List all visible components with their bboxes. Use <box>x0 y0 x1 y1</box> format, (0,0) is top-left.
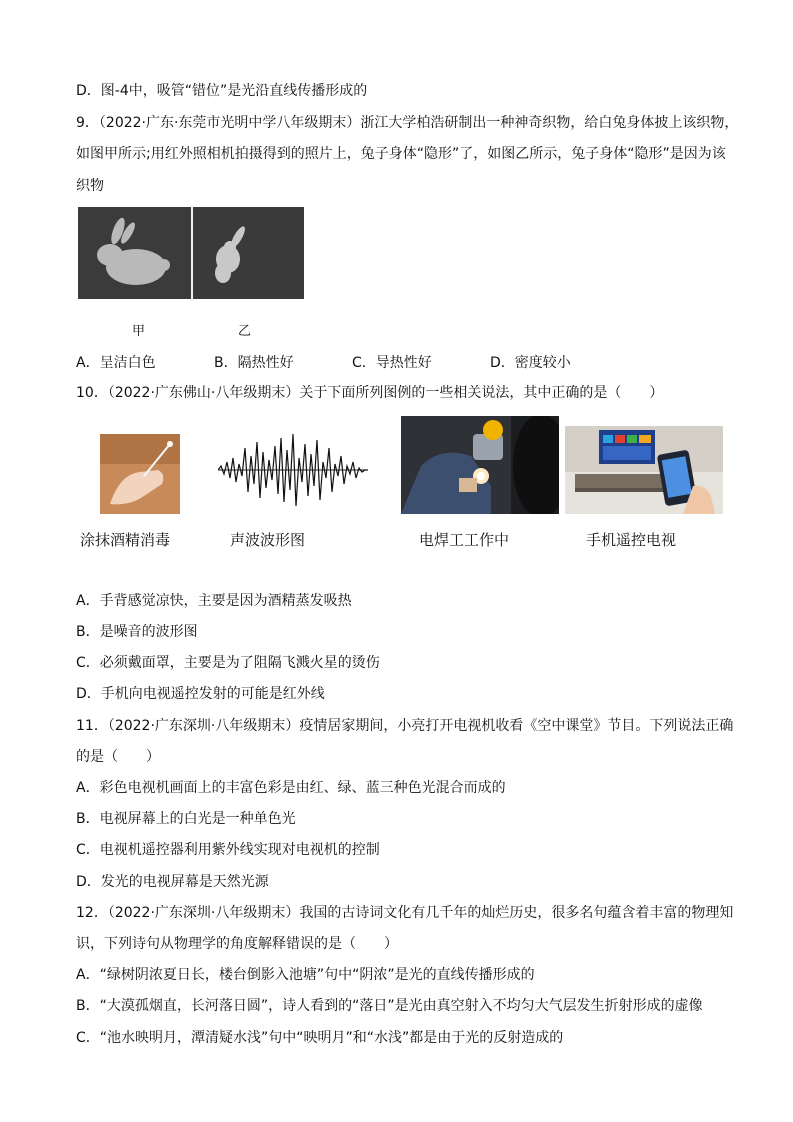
q9-stem-line2: 如图甲所示;用红外照相机拍摄得到的照片上，兔子身体“隐形”了，如图乙所示，兔子身体“隐形”是因为该 <box>76 146 726 162</box>
hand-swab-image <box>100 434 180 514</box>
q9-stem-line3: 织物 <box>76 178 104 194</box>
caption-yi: 乙 <box>238 324 252 339</box>
phone-remote-tv-image <box>565 426 723 514</box>
caption-welder: 电焊工工作中 <box>419 531 510 549</box>
q11-stem-line2: 的是（ ） <box>76 749 160 765</box>
caption-phone-tv: 手机遥控电视 <box>586 531 677 549</box>
q12-option-a: A．“绿树阴浓夏日长，楼台倒影入池塘”句中“阴浓”是光的直线传播形成的 <box>76 967 535 983</box>
q12-stem-line1: 12．（2022·广东深圳·八年级期末）我国的古诗词文化有几千年的灿烂历史，很多名句蕴含着丰富的物理知 <box>76 905 734 921</box>
sound-waveform-image <box>218 428 368 512</box>
q11-option-b: B．电视屏幕上的白光是一种单色光 <box>76 811 296 827</box>
q10-option-a: A．手背感觉凉快，主要是因为酒精蒸发吸热 <box>76 593 352 609</box>
q9-stem-line1: 9．（2022·广东·东莞市光明中学八年级期末）浙江大学柏浩研制出一种神奇织物，给白兔身体披上该织物， <box>76 115 739 131</box>
rabbit-photos-image <box>78 207 304 299</box>
q9-option-b: B．隔热性好 <box>214 355 294 371</box>
caption-alcohol: 涂抹酒精消毒 <box>80 531 171 549</box>
q12-stem-line2: 识，下列诗句从物理学的角度解释错误的是（ ） <box>76 936 398 952</box>
fig-phone-tv <box>565 426 723 518</box>
q9-options <box>76 352 716 372</box>
caption-jia: 甲 <box>132 324 146 339</box>
q9-figure-photos <box>78 207 304 303</box>
q12-option-c: C．“池水映明月，潭清疑水浅”句中“映明月”和“水浅”都是由于光的反射造成的 <box>76 1030 564 1046</box>
q11-stem-line1: 11．（2022·广东深圳·八年级期末）疫情居家期间，小亮打开电视机收看《空中课堂》节目。下列说法正确 <box>76 718 734 734</box>
fig-sound-wave <box>218 428 368 516</box>
q10-option-c: C．必须戴面罩，主要是为了阻隔飞溅火星的烫伤 <box>76 655 380 671</box>
fig-welder <box>401 416 559 518</box>
fig-alcohol-disinfect <box>100 434 180 518</box>
q10-option-b: B．是噪音的波形图 <box>76 624 198 640</box>
caption-wave: 声波波形图 <box>230 531 306 549</box>
welder-image <box>401 416 559 514</box>
q10-stem: 10．（2022·广东佛山·八年级期末）关于下面所列图例的一些相关说法，其中正确的是（ ） <box>76 385 664 401</box>
q11-option-a: A．彩色电视机画面上的丰富色彩是由红、绿、蓝三种色光混合而成的 <box>76 780 506 796</box>
q12-option-b: B．“大漠孤烟直，长河落日圆”，诗人看到的“落日”是光由真空射入不均匀大气层发生折射形成的虚像 <box>76 998 703 1014</box>
q11-option-c: C．电视机遥控器利用紫外线实现对电视机的控制 <box>76 842 380 858</box>
q9-option-c: C．导热性好 <box>352 355 432 371</box>
q8-option-d: D．图-4中，吸管“错位”是光沿直线传播形成的 <box>76 83 368 99</box>
q11-option-d: D．发光的电视屏幕是天然光源 <box>76 874 269 890</box>
q9-option-d: D．密度较小 <box>490 355 571 371</box>
q9-option-a: A．呈洁白色 <box>76 355 156 371</box>
q10-option-d: D．手机向电视遥控发射的可能是红外线 <box>76 686 325 702</box>
